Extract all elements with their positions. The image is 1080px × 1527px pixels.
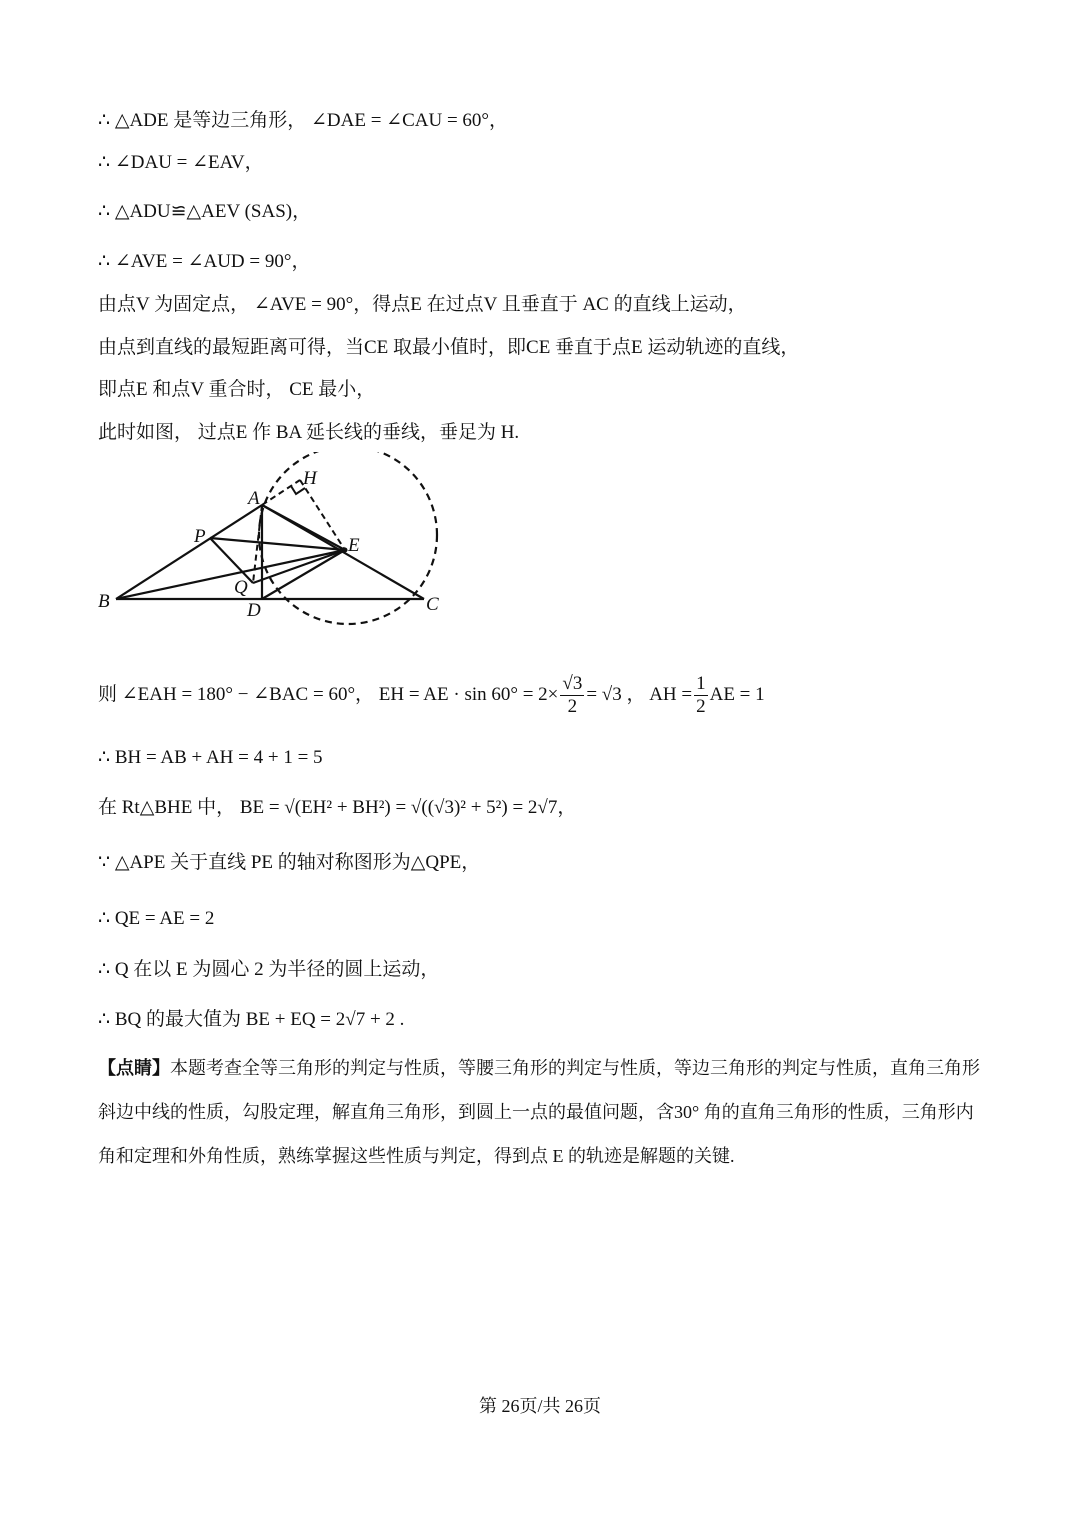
line9-part-a: 则 ∠EAH = 180° − ∠BAC = 60°， EH = AE · sin 60° = 2× — [98, 684, 559, 705]
fraction-denominator-2: 2 — [696, 696, 706, 718]
comment-text: 本题考查全等三角形的判定与性质，等腰三角形的判定与性质，等边三角形的判定与性质，直角三角形斜边中线的性质，勾股定理，解直角三角形，到圆上一点的最值问题，含30° 角的直角三角形的性质，三角形内角和定理和外角性质，熟练掌握这些性质与判定，得到点 E 的轨迹是解题的关键. — [98, 1058, 980, 1166]
label-A: A — [248, 488, 260, 509]
text-line-8: 此时如图， 过点E 作 BA 延长线的垂线，垂足为 H. — [98, 422, 520, 443]
label-E: E — [348, 535, 360, 556]
fraction-numerator: √3 — [562, 673, 583, 695]
text-line-5: 由点V 为固定点， ∠AVE = 90°，得点E 在过点V 且垂直于 AC 的直线上运动， — [98, 294, 747, 315]
text-line-10: ∴ BH = AB + AH = 4 + 1 = 5 — [98, 747, 323, 768]
text-line-6: 由点到直线的最短距离可得，当CE 取最小值时，即CE 垂直于点E 运动轨迹的直线， — [98, 337, 800, 358]
label-B: B — [98, 591, 110, 612]
fraction-one-half — [694, 673, 708, 718]
comment-tag: 【点睛】 — [98, 1058, 170, 1078]
label-Q: Q — [234, 577, 248, 598]
line9-part-b: = √3 ， AH = — [586, 684, 693, 705]
geometry-figure — [90, 452, 470, 632]
fraction-numerator-2: 1 — [696, 673, 706, 695]
text-line-13: ∴ QE = AE = 2 — [98, 908, 215, 929]
comment-paragraph — [98, 1046, 988, 1178]
label-D: D — [247, 600, 261, 621]
text-line-14: ∴ Q 在以 E 为圆心 2 为半径的圆上运动， — [98, 959, 440, 980]
text-line-2: ∴ ∠DAU = ∠EAV， — [98, 152, 264, 173]
fraction-denominator: 2 — [567, 696, 578, 718]
text-line-1: ∴ △ADE 是等边三角形， ∠DAE = ∠CAU = 60°， — [98, 110, 509, 131]
solid-segments — [116, 505, 424, 599]
text-line-11: 在 Rt△BHE 中， BE = √(EH² + BH²) = √((√3)² + 5²) = 2√7， — [98, 797, 577, 818]
text-line-4: ∴ ∠AVE = ∠AUD = 90°， — [98, 251, 311, 272]
text-line-7: 即点E 和点V 重合时， CE 最小， — [98, 379, 376, 400]
page-footer: 第 26页/共 26页 — [478, 1396, 601, 1416]
label-P: P — [194, 526, 206, 547]
text-line-15: ∴ BQ 的最大值为 BE + EQ = 2√7 + 2 . — [98, 1009, 405, 1030]
label-C: C — [426, 594, 439, 615]
segment-AQ-dashed — [253, 505, 262, 583]
fraction-sqrt3-over-2 — [560, 673, 584, 718]
label-H: H — [303, 468, 317, 489]
text-line-12: ∵ △APE 关于直线 PE 的轴对称图形为△QPE， — [98, 852, 481, 873]
text-line-3: ∴ △ADU≌△AEV (SAS)， — [98, 201, 312, 222]
line9-part-c: AE = 1 — [709, 684, 765, 705]
point-E-dot — [343, 548, 348, 553]
text-line-9 — [98, 672, 765, 718]
